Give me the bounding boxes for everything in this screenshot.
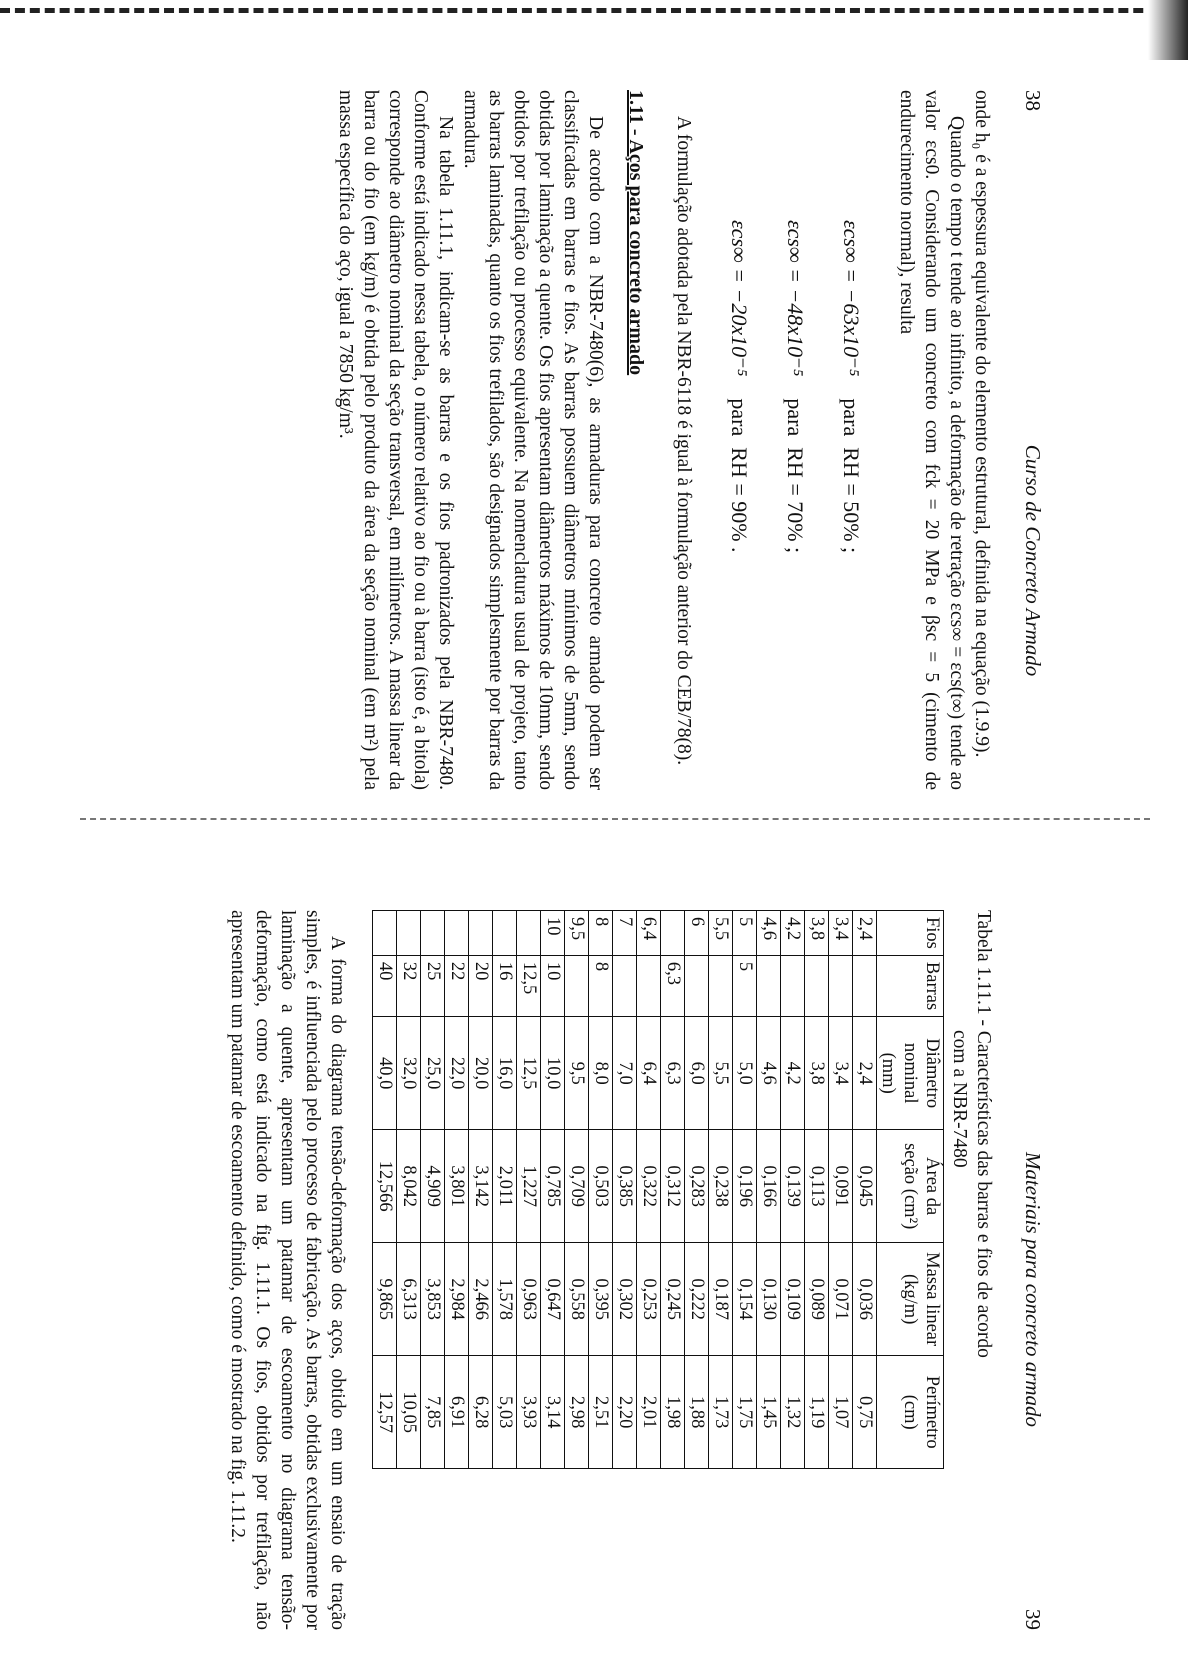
table-cell-area: 2,011 [493, 1130, 517, 1243]
table-row [397, 911, 421, 1469]
page-number: 38 [1021, 90, 1045, 111]
table-cell-area: 0,503 [589, 1130, 613, 1243]
table-cell-perim: 1,75 [733, 1356, 757, 1469]
table-cell-perim: 2,01 [637, 1356, 661, 1469]
table-cell-perim: 12,57 [373, 1356, 397, 1469]
table-row [829, 911, 853, 1469]
table-row [733, 911, 757, 1469]
table-cell-fios [517, 911, 541, 956]
section-title: 1.11 - Aços para concreto armado [625, 90, 647, 376]
table-cell-massa: 0,647 [541, 1243, 565, 1356]
table-cell-barras [829, 955, 853, 1016]
table-row [493, 911, 517, 1469]
table-cell-fios: 9,5 [565, 911, 589, 956]
paragraph-acordo: De acordo com a NBR-7480(6), as armaduras para concreto armado podem ser classificadas em barras e fios. As barras possuem diâmetros mínimos de 5mm, sendo obtidas por laminação a quente. Os fios apresentam diâmetros máximos de 10mm, sendo obtidos por trefilação ou processo equivalente. Na nomenclatura usual de projeto, tanto as barras laminadas, quanto os fios trefilados, são designados simplesmente por barras da armadura. [460, 90, 606, 790]
table-cell-area: 0,091 [829, 1130, 853, 1243]
table-cell-massa: 0,558 [565, 1243, 589, 1356]
paragraph-formulacao: A formulação adotada pela NBR-6118 é igual à formulação anterior do CEB/78(8). [673, 116, 694, 766]
table-cell-barras: 25 [421, 955, 445, 1016]
table-cell-massa: 3,853 [421, 1243, 445, 1356]
table-row [853, 911, 877, 1469]
table-cell-massa: 0,302 [613, 1243, 637, 1356]
table-row [517, 911, 541, 1469]
table-cell-massa: 0,154 [733, 1243, 757, 1356]
table-cell-perim: 10,05 [397, 1356, 421, 1469]
table-row [781, 911, 805, 1469]
table-caption-2: com a NBR-7480 [949, 1030, 970, 1168]
table-cell-area: 0,166 [757, 1130, 781, 1243]
table-row [805, 911, 829, 1469]
equation-1: εcs∞ = −63x10⁻⁵ para RH = 50% ; [839, 220, 864, 554]
table-cell-fios: 6 [685, 911, 709, 956]
table-cell-fios [421, 911, 445, 956]
table-cell-perim: 0,75 [853, 1356, 877, 1469]
header-perimetro: Perímetro (cm) [877, 1356, 944, 1469]
paragraph-tabela: Na tabela 1.11.1, indicam-se as barras e os fios padronizados pela NBR-7480. Conforme está indicado nessa tabela, o número relativo ao fio ou à barra (isto é, a bitola) corresponde ao diâmetro nominal da seção transversal, em milímetros. A massa linear da barra ou do fio (em kg/m) é obtida pelo produto da área da seção nominal (em m²) pela massa específica do aço, igual a 7850 kg/m³. [335, 90, 456, 790]
table-cell-barras [709, 955, 733, 1016]
table-cell-diam: 25,0 [421, 1017, 445, 1130]
table-row [709, 911, 733, 1469]
running-head: Materiais para concreto armado [1021, 1151, 1045, 1428]
table-cell-area: 0,045 [853, 1130, 877, 1243]
table-cell-barras [685, 955, 709, 1016]
table-cell-perim: 1,19 [805, 1356, 829, 1469]
table-cell-diam: 6,3 [661, 1017, 685, 1130]
table-caption: Tabela 1.11.1 - Características das barras e fios de acordo [973, 910, 994, 1358]
table-cell-diam: 5,0 [733, 1017, 757, 1130]
table-cell-perim: 3,14 [541, 1356, 565, 1469]
table-cell-barras: 16 [493, 955, 517, 1016]
table-cell-perim: 7,85 [421, 1356, 445, 1469]
paragraph-onde: onde h₀ é a espessura equivalente do elemento estrutural, definida na equação (1.9.9). [971, 90, 992, 758]
scan-top-dashes [0, 8, 1188, 13]
table-cell-area: 3,142 [469, 1130, 493, 1243]
table-cell-barras: 32 [397, 955, 421, 1016]
table-cell-fios: 6,4 [637, 911, 661, 956]
header-barras: Barras [877, 955, 944, 1016]
table-cell-fios: 8 [589, 911, 613, 956]
page-header [1020, 910, 1045, 1630]
table-cell-diam: 4,2 [781, 1017, 805, 1130]
table-cell-barras: 40 [373, 955, 397, 1016]
table-cell-area: 0,322 [637, 1130, 661, 1243]
table-cell-diam: 16,0 [493, 1017, 517, 1130]
table-cell-barras [613, 955, 637, 1016]
table-cell-diam: 7,0 [613, 1017, 637, 1130]
table-cell-area: 0,196 [733, 1130, 757, 1243]
table-cell-area: 0,385 [613, 1130, 637, 1243]
table-cell-area: 0,312 [661, 1130, 685, 1243]
table-cell-massa: 0,071 [829, 1243, 853, 1356]
table-cell-diam: 3,4 [829, 1017, 853, 1130]
table-cell-area: 3,801 [445, 1130, 469, 1243]
table-cell-massa: 0,130 [757, 1243, 781, 1356]
table-row [373, 911, 397, 1469]
table-cell-diam: 3,8 [805, 1017, 829, 1130]
table-row [757, 911, 781, 1469]
table-cell-perim: 5,03 [493, 1356, 517, 1469]
table-cell-barras: 22 [445, 955, 469, 1016]
table-cell-diam: 10,0 [541, 1017, 565, 1130]
header-area: Área da seção (cm²) [877, 1130, 944, 1243]
table-cell-perim: 6,91 [445, 1356, 469, 1469]
table-cell-massa: 0,245 [661, 1243, 685, 1356]
table-cell-fios: 10 [541, 911, 565, 956]
page-header [1020, 90, 1045, 790]
page-39 [105, 910, 1045, 1630]
table-cell-massa: 0,253 [637, 1243, 661, 1356]
table-cell-fios [469, 911, 493, 956]
table-cell-fios [445, 911, 469, 956]
table-cell-area: 0,283 [685, 1130, 709, 1243]
table-cell-perim: 6,28 [469, 1356, 493, 1469]
header-massa: Massa linear (kg/m) [877, 1243, 944, 1356]
table-cell-barras [565, 955, 589, 1016]
table-cell-barras [637, 955, 661, 1016]
table-cell-area: 0,238 [709, 1130, 733, 1243]
table-cell-barras: 10 [541, 955, 565, 1016]
table-cell-barras [781, 955, 805, 1016]
bars-table [372, 910, 944, 1469]
table-cell-barras [805, 955, 829, 1016]
table-cell-massa: 0,089 [805, 1243, 829, 1356]
table-row [613, 911, 637, 1469]
table-cell-area: 1,227 [517, 1130, 541, 1243]
paragraph-forma: A forma do diagrama tensão-deformação dos aços, obtido em um ensaio de tração simples, é influenciada pelo processo de fabricação. As barras, obtidas exclusivamente por laminação a quente, apresentam um patamar de escoamento no diagrama tensão-deformação, como está indicado na fig. 1.11.1. Os fios, obtidos por trefilação, não apresentam um patamar de escoamento definido, como é mostrado na fig. 1.11.2. [227, 910, 348, 1630]
table-cell-fios: 7 [613, 911, 637, 956]
page-number: 39 [1021, 1609, 1045, 1630]
table-cell-diam: 6,4 [637, 1017, 661, 1130]
table-row [469, 911, 493, 1469]
table-cell-perim: 2,98 [565, 1356, 589, 1469]
table-cell-perim: 1,32 [781, 1356, 805, 1469]
table-cell-area: 8,042 [397, 1130, 421, 1243]
table-cell-massa: 0,395 [589, 1243, 613, 1356]
table-cell-fios: 5 [733, 911, 757, 956]
table-cell-barras: 8 [589, 955, 613, 1016]
table-cell-barras: 12,5 [517, 955, 541, 1016]
table-cell-fios: 4,2 [781, 911, 805, 956]
table-cell-area: 0,139 [781, 1130, 805, 1243]
header-fios: Fios [877, 911, 944, 956]
table-cell-perim: 2,20 [613, 1356, 637, 1469]
table-cell-barras: 20 [469, 955, 493, 1016]
table-row [565, 911, 589, 1469]
table-cell-perim: 1,45 [757, 1356, 781, 1469]
table-cell-area: 0,785 [541, 1130, 565, 1243]
table-cell-barras [853, 955, 877, 1016]
table-cell-massa: 2,466 [469, 1243, 493, 1356]
table-cell-perim: 2,51 [589, 1356, 613, 1469]
table-cell-diam: 9,5 [565, 1017, 589, 1130]
table-cell-diam: 22,0 [445, 1017, 469, 1130]
table-body [373, 911, 877, 1469]
table-cell-diam: 4,6 [757, 1017, 781, 1130]
table-cell-barras: 5 [733, 955, 757, 1016]
table-cell-fios: 3,8 [805, 911, 829, 956]
table-cell-fios [397, 911, 421, 956]
table-cell-diam: 20,0 [469, 1017, 493, 1130]
page-fold-line [80, 818, 1150, 820]
running-head: Curso de Concreto Armado [1021, 444, 1045, 677]
table-cell-fios: 3,4 [829, 911, 853, 956]
table-cell-massa: 9,865 [373, 1243, 397, 1356]
table-cell-diam: 2,4 [853, 1017, 877, 1130]
table-cell-fios: 4,6 [757, 911, 781, 956]
table-row [661, 911, 685, 1469]
table-cell-barras [757, 955, 781, 1016]
paragraph-quando: Quando o tempo t tende ao infinito, a deformação de retração εcs∞ = εcs(t∞) tende ao valor εcs0. Considerando um concreto com fck = 20 MPa e βsc = 5 (cimento de endurecimento normal), resulta [896, 90, 967, 790]
table-cell-massa: 2,984 [445, 1243, 469, 1356]
table-cell-massa: 0,036 [853, 1243, 877, 1356]
table-cell-perim: 1,98 [661, 1356, 685, 1469]
table-cell-diam: 32,0 [397, 1017, 421, 1130]
equation-3: εcs∞ = −20x10⁻⁵ para RH = 90% . [727, 220, 752, 553]
table-row [445, 911, 469, 1469]
table-cell-area: 0,709 [565, 1130, 589, 1243]
table-cell-massa: 0,187 [709, 1243, 733, 1356]
table-cell-area: 0,113 [805, 1130, 829, 1243]
page-38 [105, 90, 1045, 790]
table-cell-area: 12,566 [373, 1130, 397, 1243]
table-cell-fios: 2,4 [853, 911, 877, 956]
table-cell-diam: 12,5 [517, 1017, 541, 1130]
table-header-row [877, 911, 944, 1469]
table-cell-massa: 0,109 [781, 1243, 805, 1356]
table-cell-massa: 0,222 [685, 1243, 709, 1356]
table-cell-fios [373, 911, 397, 956]
table-cell-massa: 1,578 [493, 1243, 517, 1356]
table-row [589, 911, 613, 1469]
table-row [637, 911, 661, 1469]
table-cell-diam: 5,5 [709, 1017, 733, 1130]
equations [726, 90, 864, 790]
table-cell-perim: 1,73 [709, 1356, 733, 1469]
table-cell-area: 4,909 [421, 1130, 445, 1243]
table-cell-fios [493, 911, 517, 956]
table-cell-fios [661, 911, 685, 956]
table-cell-diam: 8,0 [589, 1017, 613, 1130]
table-cell-diam: 40,0 [373, 1017, 397, 1130]
table-cell-perim: 1,07 [829, 1356, 853, 1469]
table-cell-diam: 6,0 [685, 1017, 709, 1130]
table-row [421, 911, 445, 1469]
table-cell-massa: 0,963 [517, 1243, 541, 1356]
table-cell-perim: 1,88 [685, 1356, 709, 1469]
header-diametro: Diâmetro nominal (mm) [877, 1017, 944, 1130]
table-row [541, 911, 565, 1469]
table-cell-perim: 3,93 [517, 1356, 541, 1469]
table-cell-fios: 5,5 [709, 911, 733, 956]
table-row [685, 911, 709, 1469]
table-cell-massa: 6,313 [397, 1243, 421, 1356]
scan-edge-shadow [1148, 0, 1188, 60]
equation-2: εcs∞ = −48x10⁻⁵ para RH = 70% ; [783, 220, 808, 554]
table-cell-barras: 6,3 [661, 955, 685, 1016]
